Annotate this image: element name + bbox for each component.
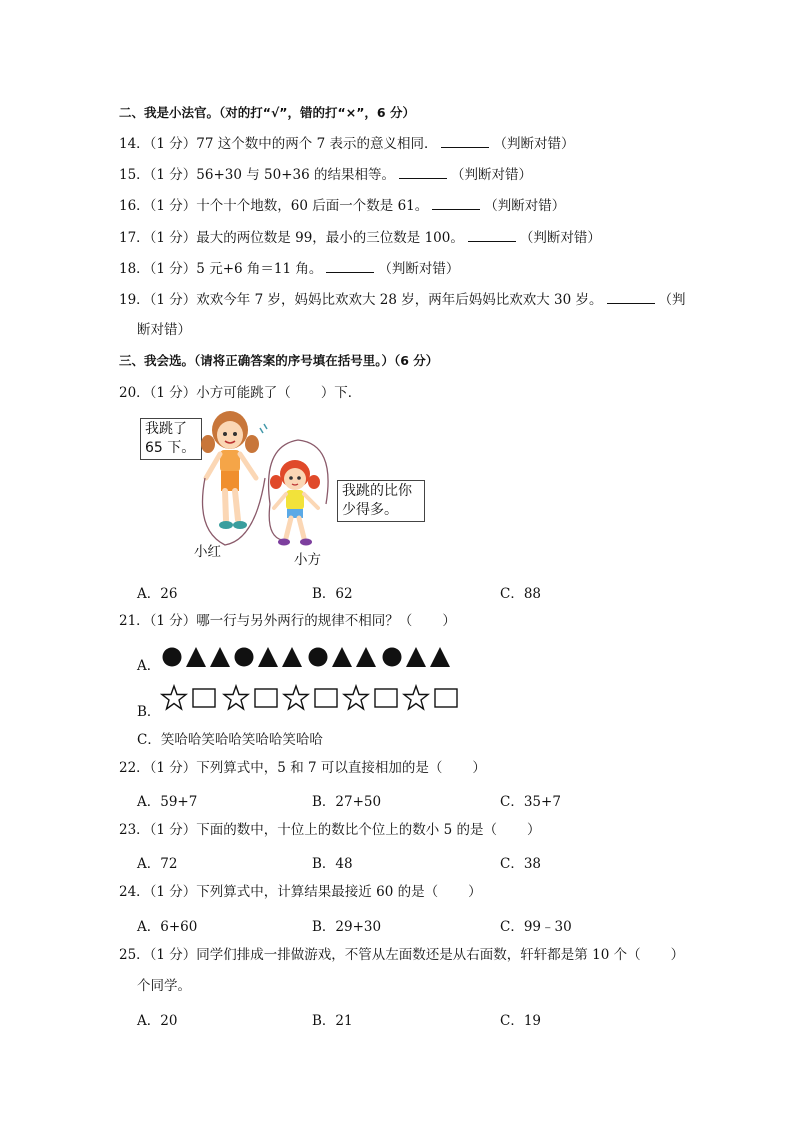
q22-stem: 22．（1 分）下列算式中，5 和 7 可以直接相加的是（ <box>119 760 443 776</box>
question-24 <box>119 883 482 901</box>
q24-stem: 24．（1 分）下列算式中，计算结果最接近 60 的是（ <box>119 884 439 900</box>
q17-text: 17．（1 分）最大的两位数是 99，最小的三位数是 100。 <box>119 230 464 246</box>
q15-text: 15．（1 分）56+30 与 50+36 的结果相等。 <box>119 167 396 183</box>
q17-answer-blank[interactable] <box>468 229 516 242</box>
bubble1-line1: 我跳了 <box>145 421 187 437</box>
q21-option-a[interactable] <box>137 654 160 674</box>
q16-answer-blank[interactable] <box>432 197 480 210</box>
q25-option-b[interactable]: B．21 <box>312 1013 353 1029</box>
q16-text: 16．（1 分）十个十个地数，60 后面一个数是 61。 <box>119 198 429 214</box>
q19-answer-blank[interactable] <box>607 291 655 304</box>
question-25 <box>119 946 684 964</box>
bubble1-line2: 65 下。 <box>145 440 196 456</box>
q21-option-b[interactable] <box>137 700 160 720</box>
girl-xiaofang-icon <box>262 458 332 550</box>
q18-text: 18．（1 分）5 元+6 角＝11 角。 <box>119 261 323 277</box>
q25-continuation: 个同学。 <box>137 978 191 994</box>
q19-text: 19．（1 分）欢欢今年 7 岁，妈妈比欢欢大 28 岁，两年后妈妈比欢欢大 30 岁。 <box>119 292 603 308</box>
section-3-title: 三、我会选。（请将正确答案的序号填在括号里。）（6 分） <box>119 353 439 368</box>
q23-option-c[interactable]: C．38 <box>500 856 542 872</box>
bubble2-line2: 少得多。 <box>342 502 398 518</box>
question-16 <box>119 197 565 215</box>
q15-suffix: （判断对错） <box>451 167 533 183</box>
q20-option-a[interactable]: A．26 <box>137 586 178 602</box>
label-xiaofang: 小方 <box>294 552 321 568</box>
q20-option-c[interactable]: C．88 <box>500 586 542 602</box>
question-23 <box>119 821 540 839</box>
q23-stem-end: ） <box>526 822 541 838</box>
q18-answer-blank[interactable] <box>326 260 374 273</box>
q25-stem-end: ） <box>670 947 685 963</box>
question-22 <box>119 759 486 777</box>
question-15 <box>119 166 532 184</box>
q25-stem: 25．（1 分）同学们排成一排做游戏，不管从左面数还是从右面数，轩轩都是第 10 个（ <box>119 947 641 963</box>
question-18 <box>119 260 459 278</box>
question-14 <box>119 135 574 153</box>
q19-continuation: 断对错） <box>137 322 191 338</box>
q15-answer-blank[interactable] <box>399 166 447 179</box>
q22-stem-end: ） <box>472 760 486 776</box>
q14-text: 14．（1 分）77 这个数中的两个 7 表示的意义相同． <box>119 136 438 152</box>
speech-bubble-xiaofang <box>337 480 425 522</box>
q23-option-a[interactable]: A．72 <box>137 856 178 872</box>
q17-suffix: （判断对错） <box>519 230 601 246</box>
q23-option-b[interactable]: B．48 <box>312 856 353 872</box>
shape-pattern-circles-triangles-icon <box>160 644 460 670</box>
q21-stem-end: ） <box>442 613 456 629</box>
q21-stem: 21．（1 分）哪一行与另外两行的规律不相同？（ <box>119 613 413 629</box>
question-21 <box>119 612 456 630</box>
q21-option-a-label: A． <box>137 658 161 674</box>
q21-option-b-label: B． <box>137 704 161 720</box>
section-2-title: 二、我是小法官。（对的打“√”，错的打“×”，6 分） <box>119 105 415 120</box>
q24-option-b[interactable]: B．29+30 <box>312 919 382 935</box>
q25-option-c[interactable]: C．19 <box>500 1013 542 1029</box>
q19-suffix: （判 <box>658 292 686 308</box>
q20-stem: 20．（1 分）小方可能跳了（ <box>119 385 291 401</box>
bubble2-line1: 我跳的比你 <box>342 483 412 499</box>
q23-stem: 23．（1 分）下面的数中，十位上的数比个位上的数小 5 的是（ <box>119 822 497 838</box>
q24-option-c[interactable]: C．99﹣30 <box>500 919 572 935</box>
question-19 <box>119 291 686 309</box>
q22-option-a[interactable]: A．59+7 <box>137 794 198 810</box>
q22-option-c[interactable]: C．35+7 <box>500 794 561 810</box>
q21-option-c[interactable]: C．笑哈哈笑哈哈笑哈哈笑哈哈 <box>137 732 323 748</box>
shape-pattern-stars-squares-icon <box>160 684 460 712</box>
q22-option-b[interactable]: B．27+50 <box>312 794 382 810</box>
q24-stem-end: ） <box>468 884 482 900</box>
label-xiaohong: 小红 <box>194 544 221 560</box>
q24-option-a[interactable]: A．6+60 <box>137 919 198 935</box>
q20-stem-end: ）下． <box>320 385 362 401</box>
q20-option-b[interactable]: B．62 <box>312 586 353 602</box>
q18-suffix: （判断对错） <box>378 261 460 277</box>
question-20 <box>119 384 361 402</box>
q16-suffix: （判断对错） <box>484 198 566 214</box>
q25-option-a[interactable]: A．20 <box>137 1013 178 1029</box>
q14-answer-blank[interactable] <box>441 135 489 148</box>
question-17 <box>119 229 601 247</box>
q14-suffix: （判断对错） <box>493 136 575 152</box>
